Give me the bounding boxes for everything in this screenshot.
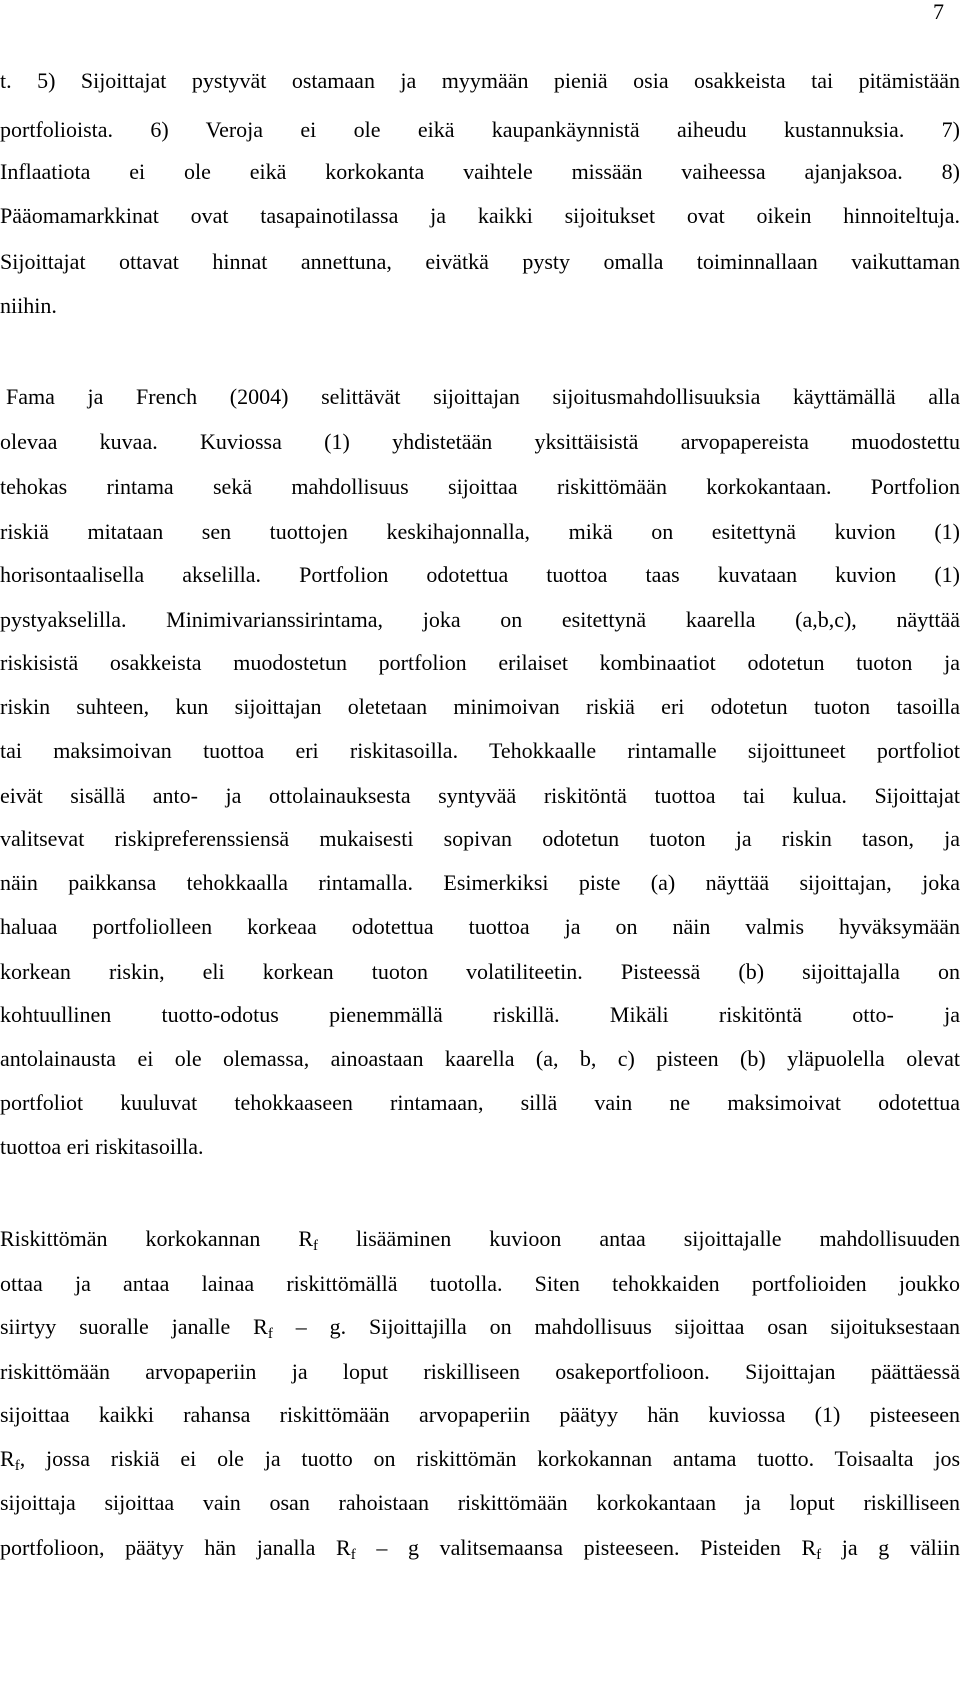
text-line: portfolioista. 6) Veroja ei ole eikä kaupankäynnistä aiheudu kustannuksia. 7): [0, 117, 960, 142]
text-line: riskin suhteen, kun sijoittajan oletetaan minimoivan riskiä eri odotetun tuoton tasoilla: [0, 694, 960, 719]
text-line: olevaa kuvaa. Kuviossa (1) yhdistetään yksittäisistä arvopapereista muodostettu: [0, 429, 960, 454]
text-line: Inflaatiota ei ole eikä korkokanta vaihtele missään vaiheessa ajanjaksoa. 8): [0, 159, 960, 184]
text-line: sijoittaja sijoittaa vain osan rahoistaan riskittömään korkokantaan ja loput riskilliseen: [0, 1490, 960, 1515]
subscript: f: [313, 1238, 319, 1254]
page-number: 7: [933, 0, 944, 24]
subscript: f: [816, 1547, 822, 1563]
text-line: ottaa ja antaa lainaa riskittömällä tuotolla. Siten tehokkaiden portfolioiden joukko: [0, 1271, 960, 1296]
text-line: tehokas rintama sekä mahdollisuus sijoittaa riskittömään korkokantaan. Portfolion: [0, 474, 960, 499]
text-line: riskisistä osakkeista muodostetun portfolion erilaiset kombinaatiot odotetun tuoton ja: [0, 650, 960, 675]
text-run: lisääminen kuvioon antaa sijoittajalle mahdollisuuden: [318, 1226, 960, 1251]
text-line: Fama ja French (2004) selittävät sijoittajan sijoitusmahdollisuuksia käyttämällä alla: [6, 384, 960, 409]
text-line: tai maksimoivan tuottoa eri riskitasoilla. Tehokkaalle rintamalle sijoittuneet portfoliot: [0, 738, 960, 763]
text-line: korkean riskin, eli korkean tuoton volatiliteetin. Pisteessä (b) sijoittajalla on: [0, 959, 960, 984]
text-run: Riskittömän korkokannan R: [0, 1226, 314, 1251]
text-line: portfoliot kuuluvat tehokkaaseen rintamaan, sillä vain ne maksimoivat odotettua: [0, 1090, 960, 1115]
text-line: Pääomamarkkinat ovat tasapainotilassa ja kaikki sijoitukset ovat oikein hinnoiteltuja.: [0, 203, 960, 228]
text-line: riskiä mitataan sen tuottojen keskihajonnalla, mikä on esitettynä kuvion (1): [0, 519, 960, 544]
text-line: [0, 1226, 960, 1259]
text-line: [0, 1446, 960, 1479]
text-run: – g valitsemaansa pisteeseen. Pisteiden R: [355, 1535, 817, 1560]
text-run: R: [0, 1446, 15, 1471]
text-line: eivät sisällä anto- ja ottolainauksesta syntyvää riskitöntä tuottoa tai kulua. Sijoittajat: [0, 783, 960, 808]
text-line: riskittömään arvopaperiin ja loput riskilliseen osakeportfolioon. Sijoittajan päättäessä: [0, 1359, 960, 1384]
text-run: siirtyy suoralle janalle R: [0, 1314, 268, 1339]
text-line: haluaa portfoliolleen korkeaa odotettua tuottoa ja on näin valmis hyväksymään: [0, 914, 960, 939]
text-line: Sijoittajat ottavat hinnat annettuna, eivätkä pysty omalla toiminnallaan vaikuttaman: [0, 249, 960, 274]
text-line: [0, 1314, 960, 1347]
text-run: , jossa riskiä ei ole ja tuotto on riskittömän korkokannan antama tuotto. Toisaalta jos: [19, 1446, 960, 1471]
text-run: ja g väliin: [821, 1535, 960, 1560]
text-line: t. 5) Sijoittajat pystyvät ostamaan ja myymään pieniä osia osakkeista tai pitämistään: [0, 68, 960, 93]
text-line: antolainausta ei ole olemassa, ainoastaan kaarella (a, b, c) pisteen (b) yläpuolella olevat: [0, 1046, 960, 1071]
text-line: näin paikkansa tehokkaalla rintamalla. Esimerkiksi piste (a) näyttää sijoittajan, joka: [0, 870, 960, 895]
subscript: f: [14, 1458, 20, 1474]
text-line: pystyakselilla. Minimivarianssirintama, joka on esitettynä kaarella (a,b,c), näyttää: [0, 607, 960, 632]
text-line: kohtuullinen tuotto-odotus pienemmällä riskillä. Mikäli riskitöntä otto- ja: [0, 1002, 960, 1027]
text-line: tuottoa eri riskitasoilla.: [0, 1134, 204, 1159]
text-line: horisontaalisella akselilla. Portfolion odotettua tuottoa taas kuvataan kuvion (1): [0, 562, 960, 587]
text-run: – g. Sijoittajilla on mahdollisuus sijoittaa osan sijoituksestaan: [272, 1314, 960, 1339]
subscript: f: [350, 1547, 356, 1563]
text-line: niihin.: [0, 293, 57, 318]
text-line: sijoittaa kaikki rahansa riskittömään arvopaperiin päätyy hän kuviossa (1) pisteeseen: [0, 1402, 960, 1427]
text-line: valitsevat riskipreferenssiensä mukaisesti sopivan odotetun tuoton ja riskin tason, ja: [0, 826, 960, 851]
subscript: f: [267, 1326, 273, 1342]
text-line: [0, 1535, 960, 1568]
text-run: portfolioon, päätyy hän janalla R: [0, 1535, 351, 1560]
